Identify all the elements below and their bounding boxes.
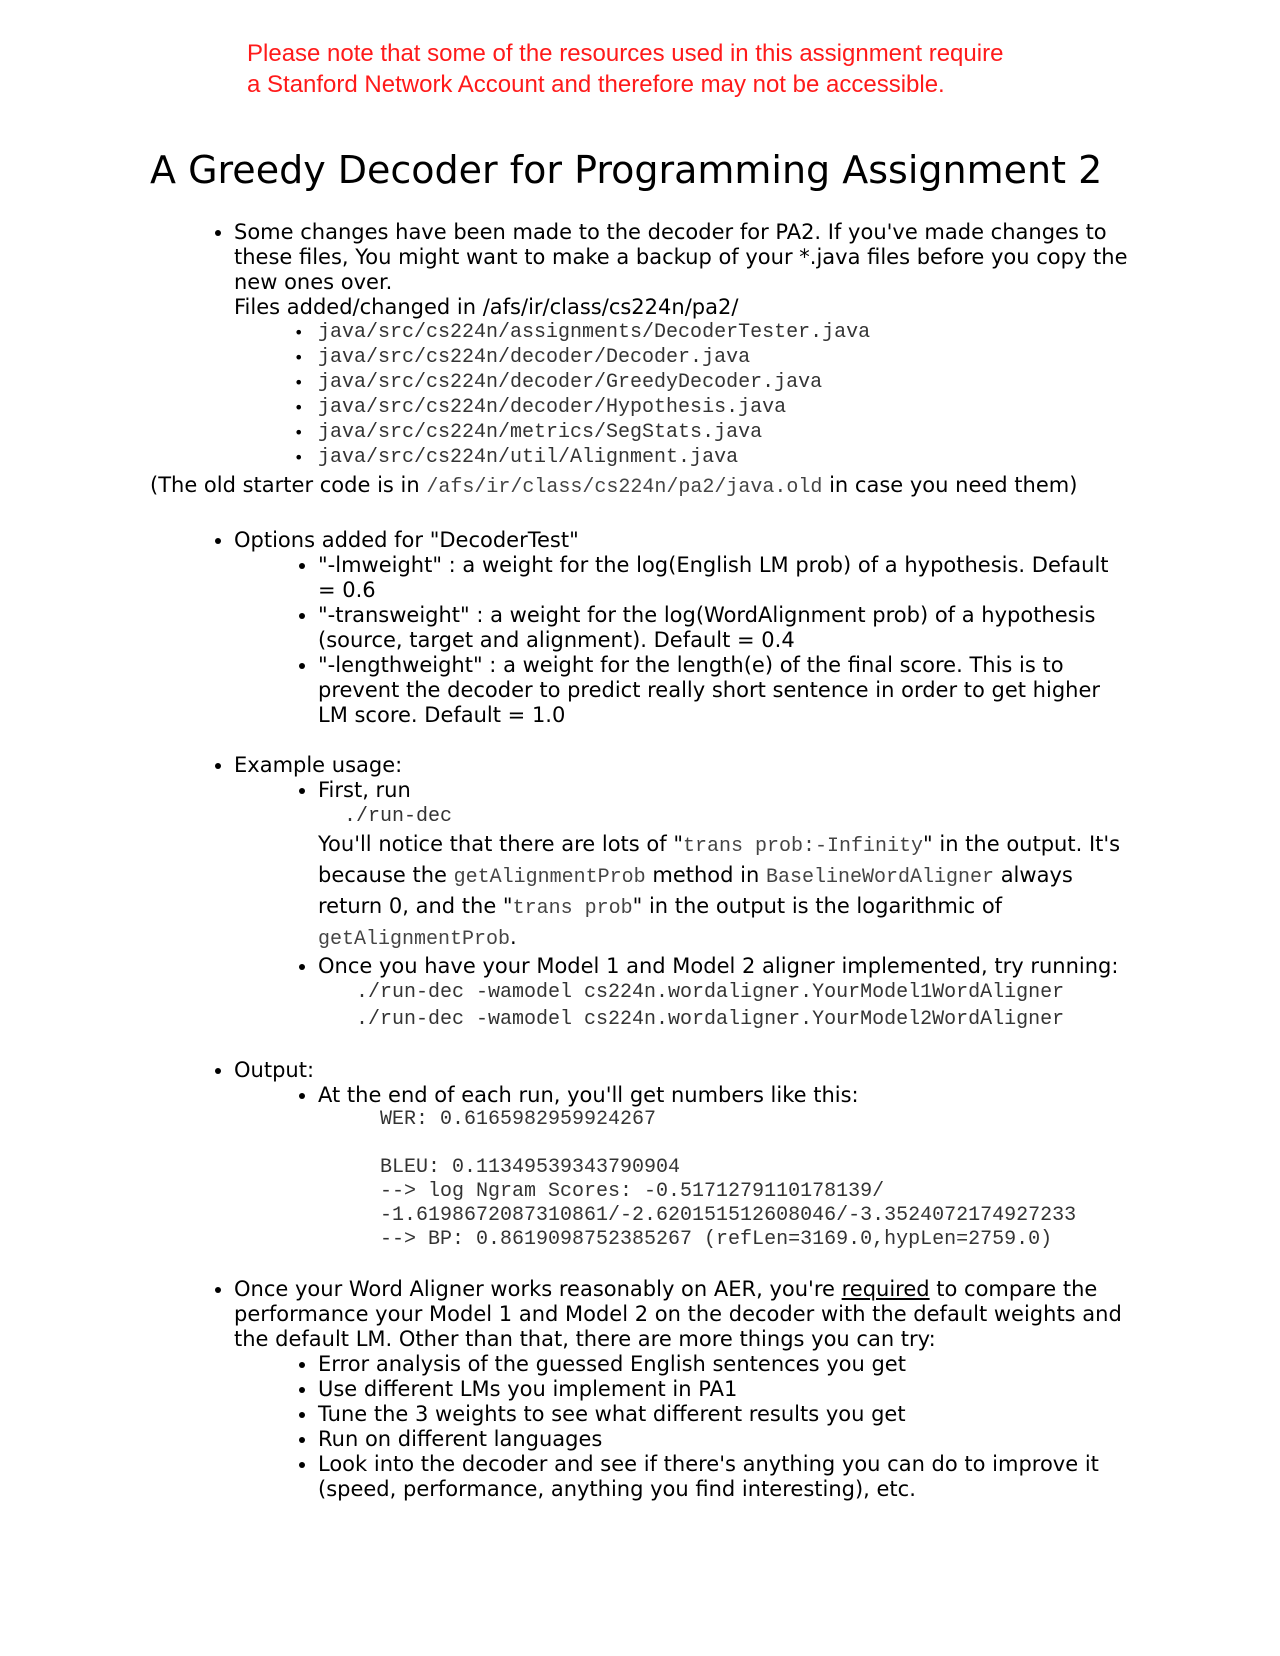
- access-notice-line-1: Please note that some of the resources used in this assignment require: [247, 40, 1004, 67]
- options-label: Options added for "DecoderTest": [234, 528, 579, 552]
- try-item: • Run on different languages: [318, 1427, 1130, 1452]
- example-label: Example usage:: [234, 753, 403, 777]
- example-section: [150, 753, 1130, 1033]
- output-section: [150, 1058, 1130, 1252]
- final-item: • Once your Word Aligner works reasonably on AER, you're required to compare the performance your Model 1 and Model 2 on the decoder with the default weights and the default LM. Other than that, there are more things you can try: • Error analysis of the guessed English sentences you get • Use different LMs you implement in PA1 • Tune the 3 weights to see what different results you get • Run on different languages • Look into the decoder and see if there's anything you can do to improve it (speed, performance, anything you find interesting), etc.: [234, 1277, 1130, 1502]
- try-item: • Tune the 3 weights to see what different results you get: [318, 1402, 1130, 1427]
- try-item: • Error analysis of the guessed English sentences you get: [318, 1352, 1130, 1377]
- example-once: • Once you have your Model 1 and Model 2 aligner implemented, try running: ./run-dec -wamodel cs224n.wordaligner.YourModel1WordAligner ./run-dec -wamodel cs224n.wordaligner.YourModel2WordAligner: [318, 954, 1130, 1033]
- run-command: ./run-dec: [344, 805, 453, 828]
- changes-section: [150, 220, 1130, 470]
- model1-command: ./run-dec -wamodel cs224n.wordaligner.YourModel1WordAligner: [356, 981, 1065, 1004]
- changes-item: [234, 220, 1130, 470]
- required-word: required: [841, 1277, 930, 1301]
- blank-line: [380, 1132, 1130, 1156]
- wer-line: WER: 0.6165982959924267: [380, 1108, 657, 1131]
- options-section: [150, 528, 1130, 728]
- ngram-line-1: --> log Ngram Scores: -0.5171279110178139/: [380, 1180, 885, 1203]
- try-list: [234, 1352, 1130, 1502]
- options-list: [234, 553, 1130, 728]
- bleu-line: BLEU: 0.11349539343790904: [380, 1156, 681, 1179]
- final-section: [150, 1277, 1130, 1502]
- main-content: [150, 220, 1130, 1502]
- old-code-note: (The old starter code is in /afs/ir/class/cs224n/pa2/java.old in case you need them): [150, 473, 1078, 499]
- option-lengthweight: • "-lengthweight" : a weight for the length(e) of the final score. This is to prevent the decoder to predict really short sentence in order to get higher LM score. Default = 1.0: [318, 653, 1130, 728]
- old-code-path: /afs/ir/class/cs224n/pa2/java.old: [426, 476, 823, 499]
- example-first-run: • First, run ./run-dec You'll notice that there are lots of "trans prob:-Infinity" in the output. It's because the getAlignmentProb method in BaselineWordAligner always return 0, and the "trans prob" in the output is the logarithmic of getAlignmentProb.: [318, 778, 1130, 954]
- output-label: Output:: [234, 1058, 315, 1082]
- file-item: • java/src/cs224n/util/Alignment.java: [318, 445, 1130, 470]
- infinity-explanation: You'll notice that there are lots of "trans prob:-Infinity" in the output. It's because the getAlignmentProb method in BaselineWordAligner always return 0, and the "trans prob" in the output is the logarithmic of getAlignmentProb.: [318, 832, 1121, 951]
- options-item: [234, 528, 1130, 728]
- bp-line: --> BP: 0.8619098752385267 (refLen=3169.0,hypLen=2759.0): [380, 1228, 1053, 1251]
- example-item: [234, 753, 1130, 1033]
- example-list: [234, 778, 1130, 1033]
- file-item: • java/src/cs224n/decoder/GreedyDecoder.java: [318, 370, 1130, 395]
- try-item: • Use different LMs you implement in PA1: [318, 1377, 1130, 1402]
- output-numbers: • At the end of each run, you'll get numbers like this: WER: 0.6165982959924267 BLEU: 0.11349539343790904 --> log Ngram Scores: -0.5171279110178139/ -1.6198672087310861/-2.620151512608046/-3.3524072174927233 --> BP: 0.8619098752385267 (refLen=3169.0,hypLen=2759.0): [318, 1083, 1130, 1252]
- page-title: A Greedy Decoder for Programming Assignment 2: [150, 148, 1103, 192]
- access-notice-line-2: a Stanford Network Account and therefore may not be accessible.: [247, 71, 945, 98]
- model2-command: ./run-dec -wamodel cs224n.wordaligner.YourModel2WordAligner: [356, 1008, 1065, 1031]
- file-item: • java/src/cs224n/metrics/SegStats.java: [318, 420, 1130, 445]
- file-item: • java/src/cs224n/assignments/DecoderTester.java: [318, 320, 1130, 345]
- option-transweight: • "-transweight" : a weight for the log(WordAlignment prob) of a hypothesis (source, target and alignment). Default = 0.4: [318, 603, 1130, 653]
- files-label: Files added/changed in /afs/ir/class/cs224n/pa2/: [234, 295, 739, 319]
- files-list: [234, 320, 1130, 470]
- file-item: • java/src/cs224n/decoder/Decoder.java: [318, 345, 1130, 370]
- try-item: • Look into the decoder and see if there's anything you can do to improve it (speed, performance, anything you find interesting), etc.: [318, 1452, 1130, 1502]
- ngram-line-2: -1.6198672087310861/-2.620151512608046/-3.3524072174927233: [380, 1204, 1077, 1227]
- output-item: [234, 1058, 1130, 1252]
- changes-intro: Some changes have been made to the decoder for PA2. If you've made changes to these files, You might want to make a backup of your *.java files before you copy the new ones over.: [234, 220, 1128, 294]
- file-item: • java/src/cs224n/decoder/Hypothesis.java: [318, 395, 1130, 420]
- option-lmweight: • "-lmweight" : a weight for the log(English LM prob) of a hypothesis. Default = 0.6: [318, 553, 1130, 603]
- access-notice: [247, 38, 1147, 100]
- output-list: [234, 1083, 1130, 1252]
